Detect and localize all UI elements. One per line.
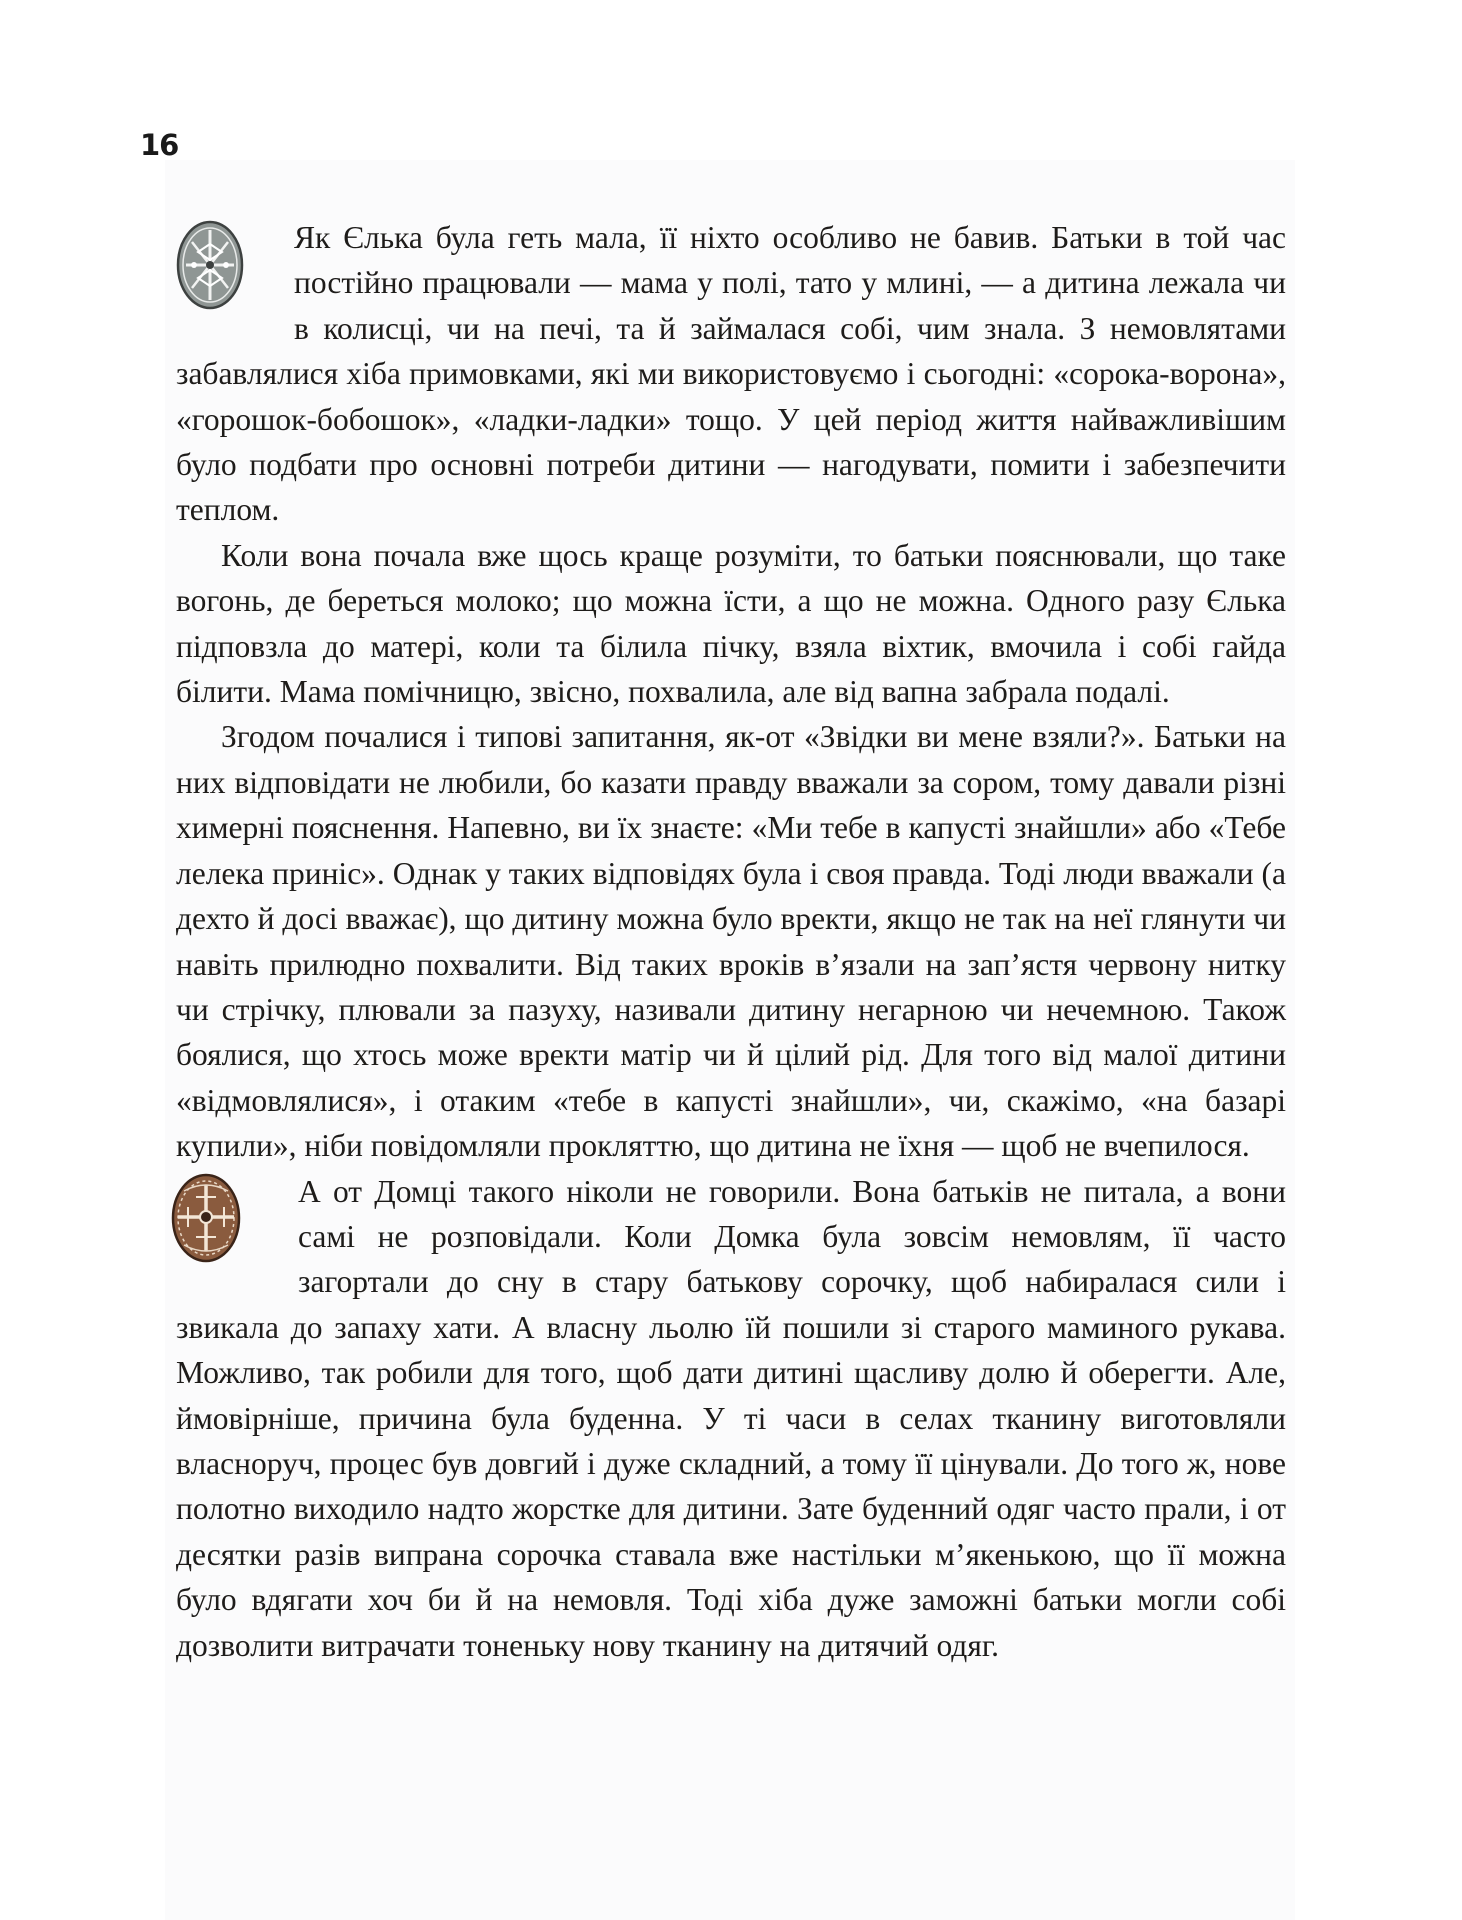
main-text (176, 215, 1286, 1668)
paragraph-3: Згодом почалися і типові запитання, як-от «Звідки ви мене взяли?». Батьки на них відповідати не любили, бо казати правду вважали за сором, тому давали різні химерні пояснення. Напевно, ви їх знаєте: «Ми тебе в капусті знайшли» або «Тебе лелека приніс». Однак у таких відповідях була і своя правда. Тоді люди вважали (а дехто й досі вважає), що дитину можна було вректи, якщо не так на неї глянути чи навіть прилюдно похвалити. Від таких вроків в’язали на зап’ястя червону нитку чи стрічку, плювали за пазуху, називали дитину негарною чи нечемною. Також боялися, що хтось може вректи матір чи й цілий рід. Для того від малої дитини «відмовлялися», і отаким «тебе в капусті знайшли», чи, скажімо, «на базарі купили», ніби повідомляли прокляттю, що дитина не їхня — щоб не вчепилося. (176, 719, 1286, 1164)
paragraph-1: Як Єлька була геть мала, її ніхто особливо не бавив. Батьки в той час постійно працювали — мама у полі, тато у млині, — а дитина лежала чи в колисці, чи на печі, та й займалася собі, чим знала. З немовлятами забавлялися хіба примовками, які ми використовуємо і сьогодні: «сорока-ворона», «горошок-бобошок», «ладки-ладки» тощо. У цей період життя найважливішим було подбати про основні потреби дитини — нагодувати, помити і забезпечити теплом. (176, 220, 1286, 528)
paragraph-2: Коли вона почала вже щось краще розуміти, то батьки пояснювали, що таке вогонь, де береться молоко; що можна їсти, а що не можна. Одного разу Єлька підповзла до матері, коли та білила пічку, взяла віхтик, вмочила і собі гайда білити. Мама помічницю, звісно, похвалила, але від вапна забрала подалі. (176, 537, 1286, 710)
grey-pysanka-egg-icon (176, 218, 244, 310)
paragraph-4: А от Домці такого ніколи не говорили. Вона батьків не питала, а вони самі не розповідали. Коли Домка була зовсім немовлям, її часто загортали до сну в стару батькову сорочку, щоб набиралася сили і звикала до запаху хати. А власну льолю їй пошили зі старого маминого рукава. Можливо, так робили для того, щоб дати дитині щасливу долю й оберегти. Але, ймовірніше, причина була буденна. У ті часи в селах тканину виготовляли власноруч, процес був довгий і дуже складний, а тому її цінували. До того ж, нове полотно виходило надто жорстке для дитини. Зате буденний одяг часто прали, і от десятки разів випрана сорочка ставала вже настільки м’якенькою, що її можна було вдягати хоч би й на немовля. Тоді хіба дуже заможні батьки могли собі дозволити витрачати тоненьку нову тканину на дитячий одяг. (176, 1173, 1286, 1663)
page-number: 16 (140, 128, 179, 162)
brown-pysanka-egg-icon (166, 1171, 246, 1263)
